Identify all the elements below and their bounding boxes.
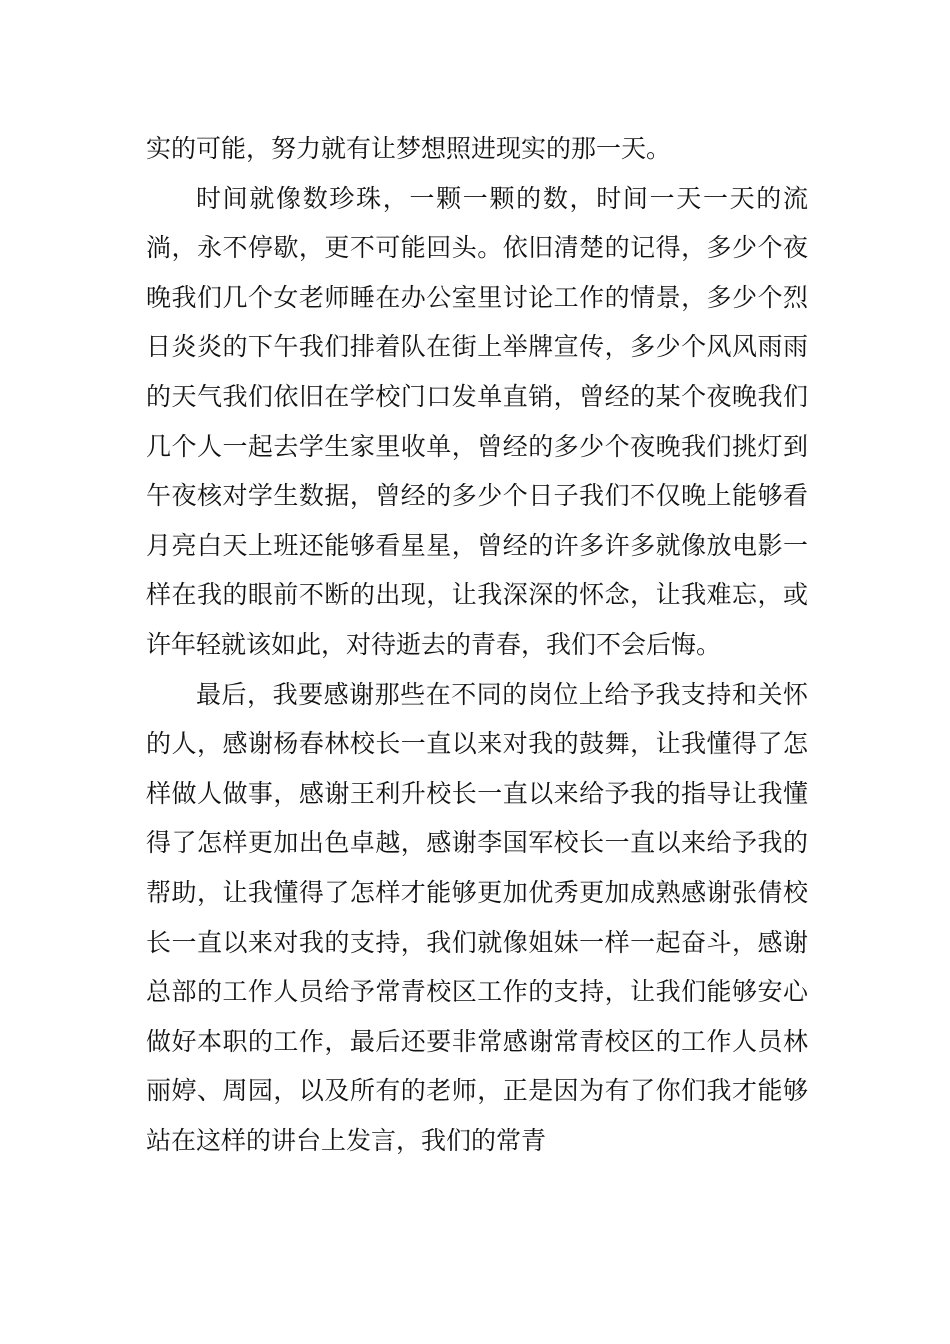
paragraph-time-memories: 时间就像数珍珠，一颗一颗的数，时间一天一天的流淌，永不停歇，更不可能回头。依旧清楚的记得，多少个夜晚我们几个女老师睡在办公室里讨论工作的情景，多少个烈日炎炎的下午我们排着队在街上举牌宣传，多少个风风雨雨的天气我们依旧在学校门口发单直销，曾经的某个夜晚我们几个人一起去学生家里收单，曾经的多少个夜晚我们挑灯到午夜核对学生数据，曾经的多少个日子我们不仅晚上能够看月亮白天上班还能够看星星，曾经的许多许多就像放电影一样在我的眼前不断的出现，让我深深的怀念，让我难忘，或许年轻就该如此，对待逝去的青春，我们不会后悔。: [146, 183, 808, 659]
paragraph-continuation: 实的可能，努力就有让梦想照进现实的那一天。: [146, 134, 672, 163]
document-body: [146, 124, 808, 1165]
paragraph-acknowledgements: 最后，我要感谢那些在不同的岗位上给予我支持和关怀的人，感谢杨春林校长一直以来对我的鼓舞，让我懂得了怎样做人做事，感谢王利升校长一直以来给予我的指导让我懂得了怎样更加出色卓越，感谢李国军校长一直以来给予我的帮助，让我懂得了怎样才能够更加优秀更加成熟感谢张倩校长一直以来对我的支持，我们就像姐妹一样一起奋斗，感谢总部的工作人员给予常青校区工作的支持，让我们能够安心做好本职的工作，最后还要非常感谢常青校区的工作人员林丽婷、周园，以及所有的老师，正是因为有了你们我才能够站在这样的讲台上发言，我们的常青: [146, 679, 808, 1155]
